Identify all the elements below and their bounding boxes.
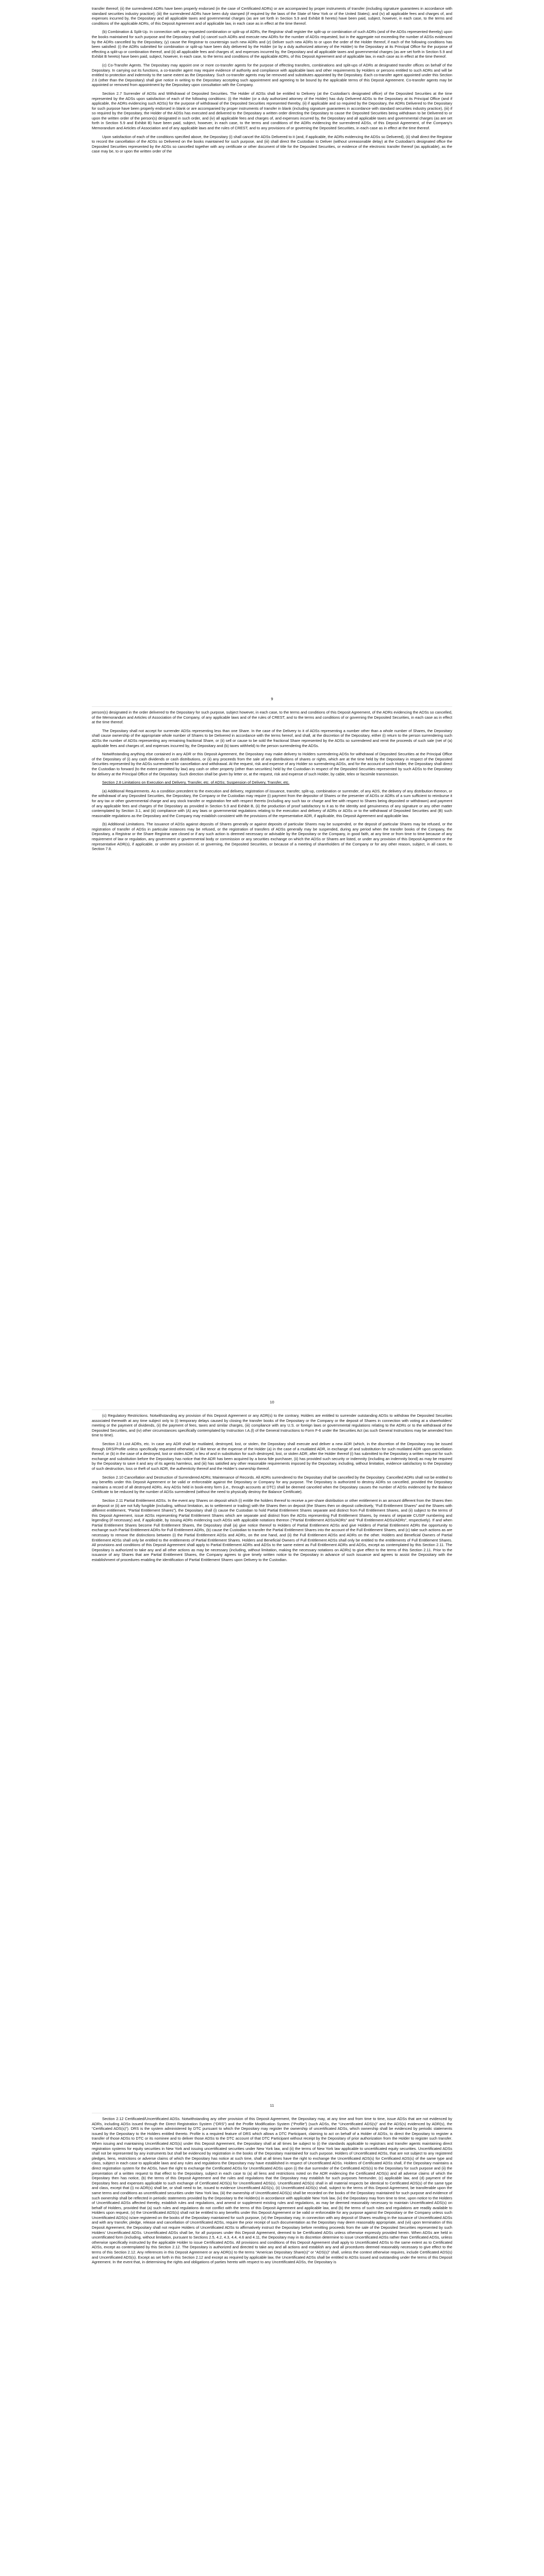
page-number: 9 [271,697,273,701]
page-number: 10 [270,1400,274,1404]
paragraph: Section 2.11 Partial Entitlement ADSs. In the event any Shares on deposit which (i) entitle the holders thereof to receive a per-share distribution or other entitlement in an amount different from the Shares then on deposit or (ii) are not fully fungible (including, without limitation, as to settlement or trading) with the Shares then on deposit (the Shares then on deposit collectively, “Full Entitlement Shares” and the Shares with different entitlement, “Partial Entitlement Shares”), the Depositary shall (i) cause the Custodian to hold Partial Entitlement Shares separate and distinct from Full Entitlement Shares, and (ii) subject to the terms of this Deposit Agreement, issue ADSs representing Partial Entitlement Shares which are separate and distinct from the ADSs representing Full Entitlement Shares, by means of separate CUSIP numbering and legending (if necessary) and, if applicable, by issuing ADRs evidencing such ADSs with applicable notations thereon (“Partial Entitlement ADSs/ADRs” and “Full Entitlement ADSs/ADRs”, respectively). If and when Partial Entitlement Shares become Full Entitlement Shares, the Depositary shall (a) give notice thereof to Holders of Partial Entitlement ADSs and give Holders of Partial Entitlement ADRs the opportunity to exchange such Partial Entitlement ADRs for Full Entitlement ADRs, (b) cause the Custodian to transfer the Partial Entitlement Shares into the account of the Full Entitlement Shares, and (c) take such actions as are necessary to remove the distinctions between (i) the Partial Entitlement ADSs and ADRs, on the one hand, and (ii) the Full Entitlement ADSs and ADRs on the other. Holders and Beneficial Owners of Partial Entitlement ADSs shall only be entitled to the entitlements of Partial Entitlement Shares. Holders and Beneficial Owners of Full Entitlement ADSs shall only be entitled to the entitlements of Full Entitlement Shares. All provisions and conditions of this Deposit Agreement shall apply to Partial Entitlement ADRs and ADSs to the same extent as Full Entitlement ADRs and ADSs, except as contemplated by this Section 2.11. The Depositary is authorized to take any and all other actions as may be necessary (including, without limitation, making the necessary notations on ADRs) to give effect to the terms of this Section 2.11. Prior to the issuance of any Shares that are Partial Entitlement Shares, the Company agrees to give timely written notice to the Depositary in advance of such issuance and agrees to assist the Depositary with the establishment of procedures enabling the identification of Partial Entitlement Shares upon Delivery to the Custodian. [92,1498,452,1563]
paragraph: (a) Additional Requirements. As a condition precedent to the execution and delivery, registration of issuance, transfer, split-up, combination or surrender, of any ADS, the delivery of any distribution thereon, or the withdrawal of any Deposited Securities, the Depositary, the Company or the Custodian may require (i) payment from the depositor of Shares or the presenter of ADSs or ADRs of a sum sufficient to reimburse it for any tax or other governmental charge and any stock transfer or registration fee with respect thereto (including any such tax or charge and fee with respect to Shares being deposited or withdrawn) and payment of any applicable fees and charges of the Depositary as provided in Section 5.9 and Exhibit B, (ii) the production of proof satisfactory to it as to the identity and genuineness of any signature or any other matter contemplated by Section 3.1, and (iii) compliance with (A) any laws or governmental regulations relating to the execution and delivery of ADRs or ADSs or to the withdrawal of Deposited Securities and (B) such reasonable regulations as the Depositary and the Company may establish consistent with the provisions of the representative ADR, if applicable, this Deposit Agreement and applicable law. [92,788,452,818]
paragraph: Notwithstanding anything else contained in any ADR or this Deposit Agreement, the Depositary may make delivery to Holders surrendering ADSs for withdrawal of Deposited Securities at the Principal Office of the Depositary of (i) any cash dividends or cash distributions, or (ii) any proceeds from the sale of any distributions of shares or rights, which are at the time held by the Depositary in respect of the Deposited Securities represented by the ADSs surrendered for cancellation and withdrawal. At the request, risk and expense of any Holder so surrendering ADSs, and for the account of such Holder, the Depositary shall direct the Custodian to forward (to the extent permitted by law) any cash or other property (other than securities) held by the Custodian in respect of the Deposited Securities represented by such ADSs to the Depositary for delivery at the Principal Office of the Depositary. Such direction shall be given by letter or, at the request, risk and expense of such Holder, by cable, telex or facsimile transmission. [92,752,452,776]
document-page-12 [92,2113,452,2576]
paragraph: person(s) designated in the order delivered to the Depositary for such purpose, subject however, in each case, to the terms and conditions of this Deposit Agreement, of the ADRs evidencing the ADSs so cancelled, of the Memorandum and Articles of Association of the Company, of any applicable laws and of the rules of CREST, and to the terms and conditions of or governing the Deposited Securities, in each case as in effect at the time thereof. [92,710,452,725]
document-page-9 [92,3,452,706]
paragraph: Section 2.10 Cancellation and Destruction of Surrendered ADRs; Maintenance of Records. All ADRs surrendered to the Depositary shall be cancelled by the Depositary. Cancelled ADRs shall not be entitled to any benefits under this Deposit Agreement or be valid or enforceable against the Depositary or Company for any purpose. The Depositary is authorized to destroy ADRs so cancelled, provided the Depositary maintains a record of all destroyed ADRs. Any ADSs held in book-entry form (i.e., through accounts at DTC) shall be deemed canceled when the Depositary causes the number of ADSs evidenced by the Balance Certificate to be reduced by the number of ADSs surrendered (without the need to physically destroy the Balance Certificate). [92,1475,452,1495]
paragraph: Upon satisfaction of each of the conditions specified above, the Depositary (i) shall cancel the ADSs Delivered to it (and, if applicable, the ADRs evidencing the ADSs so Delivered), (ii) shall direct the Registrar to record the cancellation of the ADSs so Delivered on the books maintained for such purpose, and (iii) shall direct the Custodian to Deliver (without unreasonable delay) at the Custodian’s designated office the Deposited Securities represented by the ADSs so cancelled together with any certificate or other document of title for the Deposited Securities, or evidence of the electronic transfer thereof (as applicable), as the case may be, to or upon the written order of the [92,134,452,154]
document-page-11 [92,1410,452,2113]
document-page-10 [92,706,452,1410]
paragraph: (b) Combination & Split-Up. In connection with any requested combination or split-up of ADRs, the Registrar shall register the split-up or combination of such ADRs (and of the ADSs represented thereby) upon the books maintained for such purpose and the Depositary shall (x) cancel such ADRs and execute new ADRs for the number of ADSs requested, but in the aggregate not exceeding the number of ADSs evidenced by the ADRs cancelled by the Depositary, (y) cause the Registrar to countersign such new ADRs and (z) Deliver such new ADRs to or upon the order of the Holder thereof, if each of the following conditions has been satisfied: (i) the ADRs submitted for combination or split-up have been duly delivered by the Holder (or by a duly authorized attorney of the Holder) to the Depositary at its Principal Office for the purpose of effecting a split-up or combination thereof, and (ii) all applicable fees and charges of, and expenses incurred by, the Depositary and all applicable taxes and governmental charges (as are set forth in Section 5.9 and Exhibit B hereto) have been paid, subject, however, in each case, to the terms and conditions of the applicable ADRs, of this Deposit Agreement and of applicable law, in each case as in effect at the time thereof. [92,29,452,59]
paragraph: transfer thereof; (ii) the surrendered ADRs have been properly endorsed (in the case of Certificated ADRs) or are accompanied by proper instruments of transfer (including signature guarantees in accordance with standard securities industry practice); (iii) the surrendered ADRs have been duly stamped (if required by the laws of the State of New York or of the United States); and (iv) all applicable fees and charges of, and expenses incurred by, the Depositary and all applicable taxes and governmental charges (as are set forth in Section 5.9 and Exhibit B hereto) have been paid, subject, however, in each case, to the terms and conditions of the applicable ADRs, of this Deposit Agreement and of applicable law, in each case as in effect at the time thereof. [92,6,452,26]
paragraph: Section 2.9 Lost ADRs, etc. In case any ADR shall be mutilated, destroyed, lost, or stolen, the Depositary shall execute and deliver a new ADR (which, in the discretion of the Depositary may be issued through DRS/Profile unless specifically requested otherwise) of like tenor at the expense of the Holder (a) in the case of a mutilated ADR, in exchange of and substitution for such mutilated ADR upon cancellation thereof, or (b) in the case of a destroyed, lost or stolen ADR, in lieu of and in substitution for such destroyed, lost, or stolen ADR, after the Holder thereof (i) has submitted to the Depositary a written request for such exchange and substitution before the Depositary has notice that the ADR has been acquired by a bona fide purchaser, (ii) has provided such security or indemnity (including an indemnity bond) as may be required by the Depositary to save it and any of its agents harmless, and (iii) has satisfied any other reasonable requirements imposed by the Depositary, including, without limitation, evidence satisfactory to the Depositary of such destruction, loss or theft of such ADR, the authenticity thereof and the Holder’s ownership thereof. [92,1441,452,1471]
paragraph: (c) Co-Transfer Agents. The Depositary may appoint one or more co-transfer agents for the purpose of effecting transfers, combinations and split-ups of ADRs at designated transfer offices on behalf of the Depositary. In carrying out its functions, a co-transfer agent may require evidence of authority and compliance with applicable laws and other requirements by Holders or persons entitled to such ADRs and will be entitled to protection and indemnity to the same extent as the Depositary. Such co-transfer agents may be removed and substitutes appointed by the Depositary. Each co-transfer agent appointed under this Section 2.6 (other than the Depositary) shall give notice in writing to the Depositary accepting such appointment and agreeing to be bound by the applicable terms of this Deposit Agreement. Co-transfer agents may be appointed or removed from appointment by the Depositary upon consultation with the Company. [92,62,452,88]
paragraph: The Depositary shall not accept for surrender ADSs representing less than one Share. In the case of the Delivery to it of ADSs representing a number other than a whole number of Shares, the Depositary shall cause ownership of the appropriate whole number of Shares to be Delivered in accordance with the terms hereof, and shall, at the discretion of the Depositary, either (i) return to the person surrendering such ADSs the number of ADSs representing any remaining fractional Share, or (ii) sell or cause to be sold the fractional Share represented by the ADSs so surrendered and remit the proceeds of such sale (net of (a) applicable fees and charges of, and expenses incurred by, the Depositary and (b) taxes withheld) to the person surrendering the ADSs. [92,728,452,748]
page-number: 11 [270,2103,274,2108]
paragraph: (c) Regulatory Restrictions. Notwithstanding any provision of this Deposit Agreement or any ADR(s) to the contrary, Holders are entitled to surrender outstanding ADSs to withdraw the Deposited Securities associated therewith at any time subject only to (i) temporary delays caused by closing the transfer books of the Depositary or the Company or the deposit of Shares in connection with voting at a shareholders’ meeting or the payment of dividends, (ii) the payment of fees, taxes and similar charges, (iii) compliance with any U.S. or foreign laws or governmental regulations relating to the ADRs or to the withdrawal of the Deposited Securities, and (iv) other circumstances specifically contemplated by Instruction I.A.(l) of the General Instructions to Form F-6 under the Securities Act (as such General Instructions may be amended from time to time). [92,1413,452,1438]
paragraph: Section 2.12 Certificated/Uncertificated ADSs. Notwithstanding any other provision of this Deposit Agreement, the Depositary may, at any time and from time to time, issue ADSs that are not evidenced by ADRs, including ADSs issued through the Direct Registration System (“DRS”) and the Profile Modification System (“Profile”) (such ADSs, the “Uncertificated ADS(s)” and the ADS(s) evidenced by ADR(s), the “Certificated ADS(s)”). DRS is the system administered by DTC pursuant to which the Depositary may register the ownership of uncertificated ADSs, which ownership shall be evidenced by periodic statements issued by the Depositary to the Holders entitled thereto. Profile is a required feature of DRS which allows a DTC Participant, claiming to act on behalf of a Holder of ADSs, to direct the Depositary to register a transfer of those ADSs to DTC or its nominee and to deliver those ADSs to the DTC account of that DTC Participant without receipt by the Depositary of prior authorization from the Holder to register such transfer. When issuing and maintaining Uncertificated ADS(s) under this Deposit Agreement, the Depositary shall at all times be subject to (i) the standards applicable to registrars and transfer agents maintaining direct registration systems for equity securities in New York and issuing uncertificated securities under New York law, and (ii) the terms of New York law applicable to uncertificated equity securities. Uncertificated ADSs shall not be represented by any instruments but shall be evidenced by registration in the books of the Depositary maintained for such purpose. Holders of Uncertificated ADSs, that are not subject to any registered pledges, liens, restrictions or adverse claims of which the Depositary has notice at such time, shall at all times have the right to exchange the Uncertificated ADS(s) for Certificated ADS(s) of the same type and class, subject in each case to applicable laws and any rules and regulations the Depositary may have established in respect of Uncertificated ADSs. Holders of Certificated ADSs shall, if the Depositary maintains a direct registration system for the ADSs, have the right to exchange the Certificated ADSs for Uncertificated ADSs upon (i) the due surrender of the Certificated ADS(s) to the Depositary for such purpose and (ii) the presentation of a written request to that effect to the Depositary, subject in each case to (a) all liens and restrictions noted on the ADR evidencing the Certificated ADS(s) and all adverse claims of which the Depositary then has notice, (b) the terms of this Deposit Agreement and the rules and regulations that the Depositary may establish for such purposes hereunder, (c) applicable law, and (d) payment of the Depositary fees and expenses applicable to such exchange of Certificated ADS(s) for Uncertificated ADS(s). Uncertificated ADS(s) shall in all material respects be identical to Certificated ADS(s) of the same type and class, except that (i) no ADR(s) shall be, or shall need to be, issued to evidence Uncertificated ADS(s), (ii) Uncertificated ADS(s) shall, subject to the terms of this Deposit Agreement, be transferable upon the same terms and conditions as uncertificated securities under New York law, (iii) the ownership of Uncertificated ADS(s) shall be recorded on the books of the Depositary maintained for such purpose and evidence of such ownership shall be reflected in periodic statements provided by the Depositary to the Holder(s) in accordance with applicable New York law, (iv) the Depositary may from time to time, upon notice to the Holders of Uncertificated ADSs affected thereby, establish rules and regulations, and amend or supplement existing rules and regulations, as may be deemed reasonably necessary to maintain Uncertificated ADS(s) on behalf of Holders, provided that (a) such rules and regulations do not conflict with the terms of this Deposit Agreement and applicable law, and (b) the terms of such rules and regulations are readily available to Holders upon request, (v) the Uncertificated ADS(s) shall not be entitled to any benefits under this Deposit Agreement or be valid or enforceable for any purpose against the Depositary or the Company unless such Uncertificated ADS(s) is/are registered on the books of the Depositary maintained for such purpose, (vi) the Depositary may, in connection with any deposit of Shares resulting in the issuance of Uncertificated ADSs and with any transfer, pledge, release and cancellation of Uncertificated ADSs, require the prior receipt of such documentation as the Depositary may deem reasonably appropriate, and (vii) upon termination of this Deposit Agreement, the Depositary shall not require Holders of Uncertificated ADSs to affirmatively instruct the Depositary before remitting proceeds from the sale of the Deposited Securities represented by such Holders’ Uncertificated ADSs. Uncertificated ADSs shall be, for all purposes under this Deposit Agreement, deemed to be Certificated ADSs unless otherwise expressly provided herein. When ADSs are held in uncertificated form (including, without limitation, pursuant to Sections 2.5, 4.2, 4.3, 4.4, 4.6 and 4.11, the Depositary may in its discretion determine to issue Uncertificated ADSs rather than Certificated ADSs, unless otherwise specifically instructed by the applicable Holder to issue Certificated ADSs. All provisions and conditions of this Deposit Agreement shall apply to Uncertificated ADSs to the same extent as to Certificated ADSs, except as contemplated by this Section 2.12. The Depositary is authorized and directed to take any and all actions and establish any and all procedures deemed reasonably necessary to give effect to the terms of this Section 2.12. Any references in this Deposit Agreement or any ADR(s) to the terms “American Depositary Share(s)” or “ADS(s)” shall, unless the context otherwise requires, include Certificated ADS(s) and Uncertificated ADS(s). Except as set forth in this Section 2.12 and except as required by applicable law, the Uncertificated ADSs shall be entitled to ADSs issued and outstanding under the terms of this Deposit Agreement. In the event that, in determining the rights and obligations of parties hereto with respect to any Uncertificated ADSs, the Depositary is [92,2116,452,2265]
section-heading: Section 2.8 Limitations on Execution and Delivery, Transfer, etc. of ADSs; Suspension of Delivery, Transfer, etc. [102,780,290,785]
paragraph: (b) Additional Limitations. The issuance of ADSs against deposits of Shares generally or against deposits of particular Shares may be suspended, or the deposit of particular Shares may be refused, or the registration of transfer of ADSs in particular instances may be refused, or the registration of transfers of ADSs generally may be suspended, during any period when the transfer books of the Company, the Depositary, a Registrar or the Share Registrar are closed or if any such action is deemed necessary or advisable by the Depositary or the Company, in good faith, at any time or from time to time because of any requirement of law or regulation, any government or governmental body or commission or any securities exchange on which the ADSs or Shares are listed, or under any provision of this Deposit Agreement or the representative ADR(s), if applicable, or under any provision of, or governing, the Deposited Securities, or because of a meeting of shareholders of the Company or for any other reason, subject, in all cases, to Section 7.8. [92,822,452,852]
paragraph: Section 2.7 Surrender of ADSs and Withdrawal of Deposited Securities. The Holder of ADSs shall be entitled to Delivery (at the Custodian’s designated office) of the Deposited Securities at the time represented by the ADSs upon satisfaction of each of the following conditions: (i) the Holder (or a duly authorized attorney of the Holder) has duly Delivered ADSs to the Depositary at its Principal Office (and if applicable, the ADRs evidencing such ADSs) for the purpose of withdrawal of the Deposited Securities represented thereby, (ii) if applicable and so required by the Depositary, the ADRs Delivered to the Depositary for such purpose have been properly endorsed in blank or are accompanied by proper instruments of transfer in blank (including signature guarantees in accordance with standard securities industry practice), (iii) if so required by the Depositary, the Holder of the ADSs has executed and delivered to the Depositary a written order directing the Depositary to cause the Deposited Securities being withdrawn to be Delivered to or upon the written order of the person(s) designated in such order, and (iv) all applicable fees and charges of, and expenses incurred by, the Depositary and all applicable taxes and governmental charges (as are set forth in Section 5.9 and Exhibit B) have been paid, subject, however, in each case, to the terms and conditions of the ADRs evidencing the surrendered ADSs, of this Deposit Agreement, of the Company’s Memorandum and Articles of Association and of any applicable laws and the rules of CREST, and to any provisions of or governing the Deposited Securities, in each case as in effect at the time thereof. [92,91,452,131]
